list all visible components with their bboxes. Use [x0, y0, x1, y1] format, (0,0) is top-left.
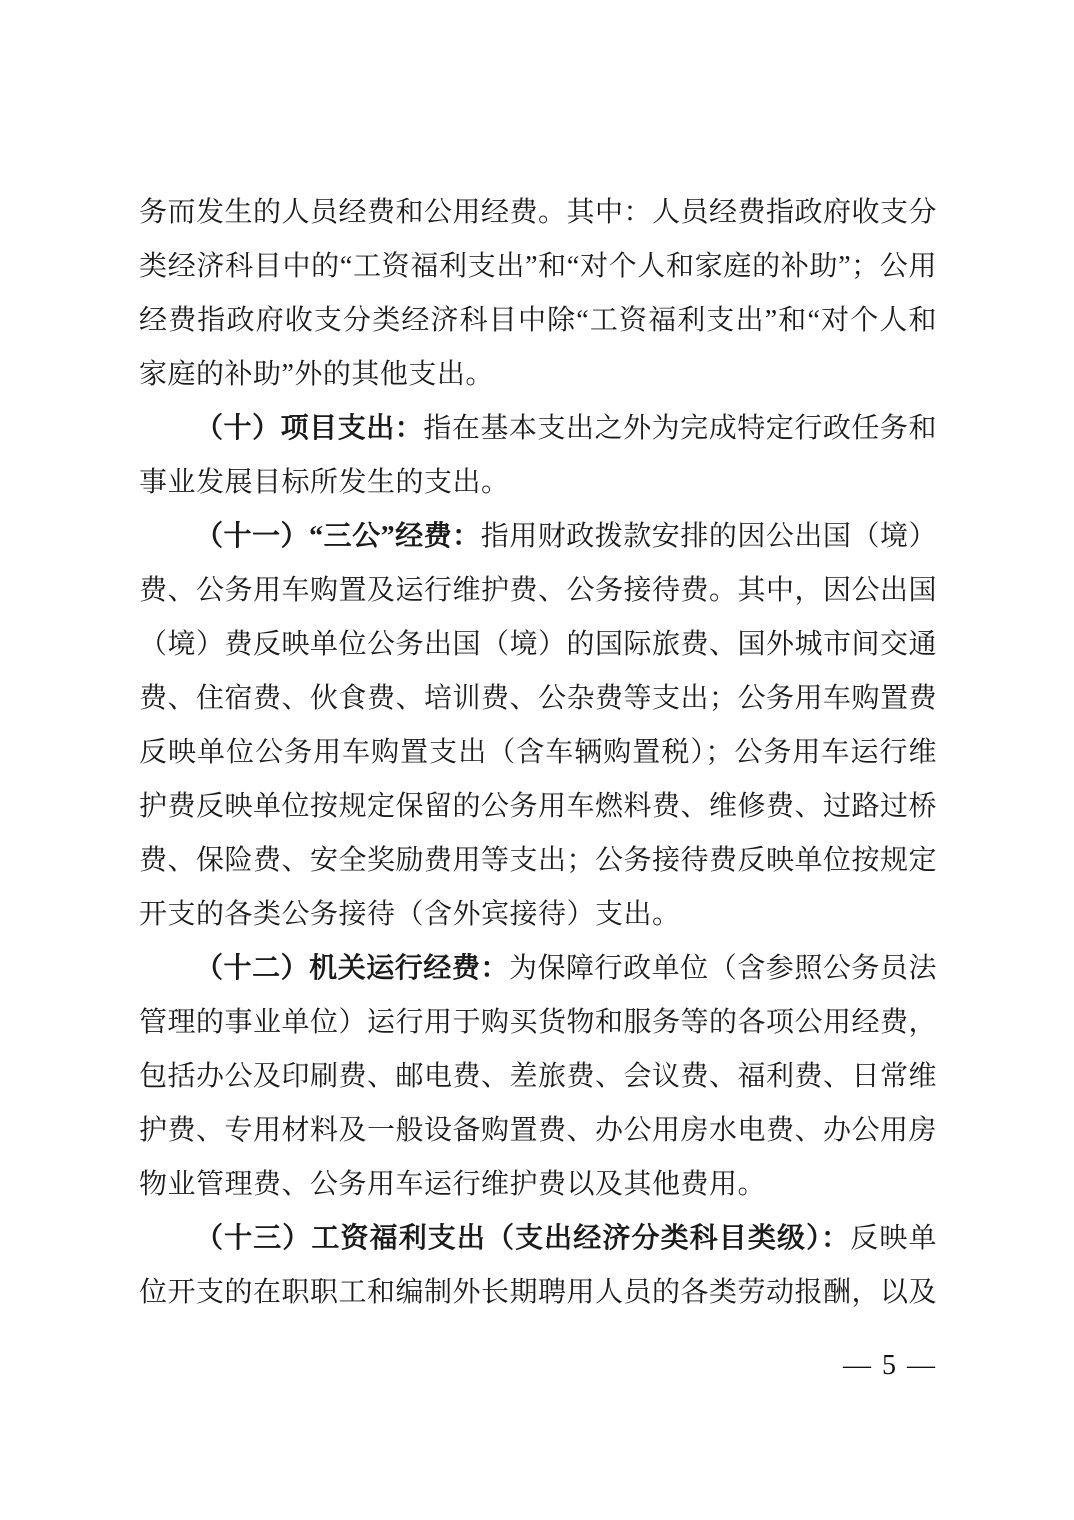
paragraph-text: 为保障行政单位（含参照公务员法管理的事业单位）运行用于购买货物和服务等的各项公用经费，包括办公及印刷费、邮电费、差旅费、会议费、福利费、日常维护费、专用材料及一般设备购置费、办公用房水电费、办公用房物业管理费、公务用车运行维护费以及其他费用。: [139, 953, 938, 1200]
paragraph-text: 指用财政拨款安排的因公出国（境）费、公务用车购置及运行维护费、公务接待费。其中，因公出国（境）费反映单位公务出国（境）的国际旅费、国外城市间交通费、住宿费、伙食费、培训费、公杂费等支出；公务用车购置费反映单位公务用车购置支出（含车辆购置税）；公务用车运行维护费反映单位按规定保留的公务用车燃料费、维修费、过路过桥费、保险费、安全奖励费用等支出；公务接待费反映单位按规定开支的各类公务接待（含外宾接待）支出。: [139, 521, 938, 930]
paragraph-basic-expense-continuation: [139, 186, 937, 402]
paragraph-text: 指在基本支出之外为完成特定行政任务和事业发展目标所发生的支出。: [139, 413, 937, 498]
paragraph-project-expenditure: [139, 402, 937, 510]
paragraph-salary-welfare-expenditure: [139, 1212, 937, 1320]
paragraph-lead: （十一）“三公”经费：: [195, 521, 481, 552]
document-body-text: [139, 186, 937, 1320]
paragraph-agency-operating-expense: [139, 942, 937, 1212]
paragraph-lead: （十）项目支出：: [195, 413, 424, 444]
paragraph-text: 反映单位开支的在职职工和编制外长期聘用人员的各类劳动报酬，以及: [139, 1223, 938, 1308]
paragraph-lead: （十二）机关运行经费：: [195, 953, 509, 984]
paragraph-lead: （十三）工资福利支出（支出经济分类科目类级）：: [195, 1223, 851, 1254]
paragraph-three-public-funds: [139, 510, 937, 942]
paragraph-text: 务而发生的人员经费和公用经费。其中：人员经费指政府收支分类经济科目中的“工资福利支出”和“对个人和家庭的补助”；公用经费指政府收支分类经济科目中除“工资福利支出”和“对个人和家庭的补助”外的其他支出。: [139, 197, 938, 390]
page-number: — 5 —: [843, 1350, 937, 1381]
